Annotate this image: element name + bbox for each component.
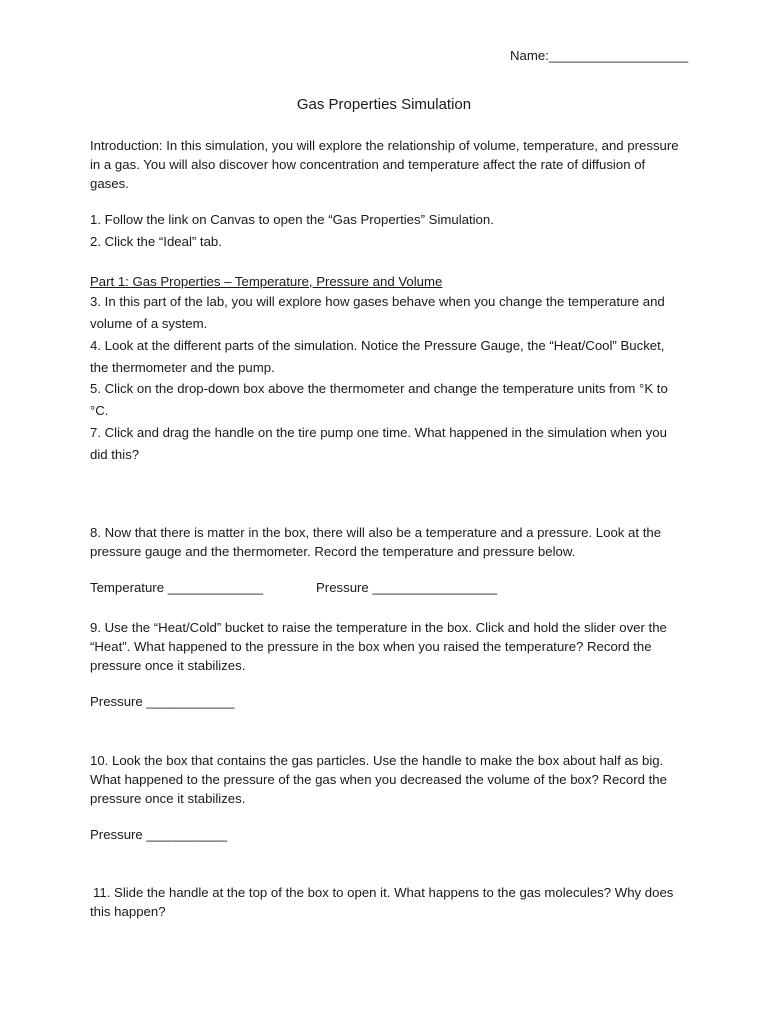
question-11: 11. Slide the handle at the top of the box to open it. What happens to the gas molecules? Why does this happen?: [90, 885, 674, 919]
name-field: Name:___________________: [510, 48, 689, 63]
pressure-field-q10: Pressure ___________: [90, 827, 228, 842]
pressure-field-q9: Pressure ____________: [90, 694, 235, 709]
step-1: 1. Follow the link on Canvas to open the “Gas Properties” Simulation.: [90, 212, 494, 227]
step-3: 3. In this part of the lab, you will explore how gases behave when you change the temperature and volume of a system.: [90, 294, 665, 331]
introduction-paragraph: Introduction: In this simulation, you will explore the relationship of volume, temperature, and pressure in a gas. You will also discover how concentration and temperature affect the rate of diffusion of gases.: [90, 138, 679, 191]
question-10: 10. Look the box that contains the gas particles. Use the handle to make the box about half as big. What happened to the pressure of the gas when you decreased the volume of the box? Record the pressure once it stabilizes.: [90, 753, 667, 806]
page-title: Gas Properties Simulation: [296, 96, 472, 113]
pressure-field-q8: Pressure _________________: [316, 580, 498, 595]
step-2: 2. Click the “Ideal” tab.: [90, 234, 222, 249]
question-8: 8. Now that there is matter in the box, there will also be a temperature and a pressure. Look at the pressure gauge and the thermometer. Record the temperature and pressure below.: [90, 525, 662, 559]
part1-heading-text: Part 1: Gas Properties – Temperature, Pressure and Volume: [90, 274, 443, 289]
step-7: 7. Click and drag the handle on the tire pump one time. What happened in the simulation when you did this?: [90, 425, 667, 462]
question-9: 9. Use the “Heat/Cold” bucket to raise the temperature in the box. Click and hold the slider over the “Heat”. What happened to the pressure in the box when you raised the temperature? Record the pressure once it stabilizes.: [90, 620, 667, 673]
temperature-field: Temperature _____________: [90, 580, 264, 595]
q9-answer-row: [90, 694, 680, 714]
q10-answer-row: [90, 827, 680, 847]
step-4: 4. Look at the different parts of the simulation. Notice the Pressure Gauge, the “Heat/Cool” Bucket, the thermometer and the pump.: [90, 338, 665, 375]
part1-heading: [90, 271, 680, 293]
q8-answer-row: [90, 580, 680, 600]
step-5: 5. Click on the drop-down box above the thermometer and change the temperature units from °K to °C.: [90, 381, 668, 418]
